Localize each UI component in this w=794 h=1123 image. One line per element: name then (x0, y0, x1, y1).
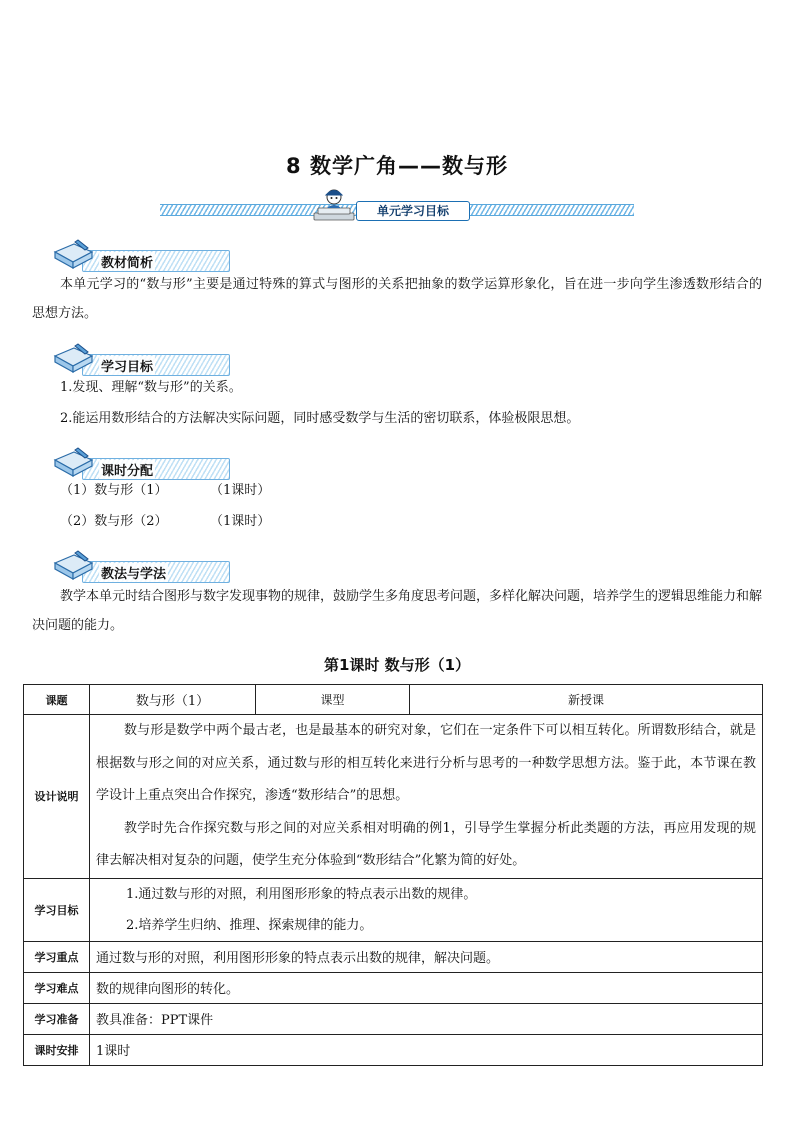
arrangement-value: 1课时 (90, 1034, 763, 1065)
methods-text: 教学本单元时结合图形与数字发现事物的规律，鼓励学生多角度思考问题，多样化解决问题，培养学生的逻辑思维能力和解决问题的能力。 (32, 589, 763, 633)
table-row (24, 941, 763, 972)
schedule-item-hours: （1课时） (210, 483, 271, 498)
design-paragraph: 教学时先合作探究数与形之间的对应关系相对明确的例1，引导学生掌握分析此类题的方法，再应用发现的规律去解决相对复杂的问题，使学生充分体验到“数形结合”化繁为简的好处。 (96, 820, 756, 868)
book-pencil-icon (52, 549, 98, 583)
section-heading-text: 学习目标 (99, 356, 155, 375)
book-pencil-icon (52, 238, 98, 272)
key-point-value: 通过数与形的对照，利用图形形象的特点表示出数的规律，解决问题。 (90, 941, 763, 972)
schedule-item-hours: （1课时） (210, 514, 271, 529)
difficulty-label: 学习难点 (24, 972, 90, 1003)
section-heading-schedule (52, 446, 192, 480)
goal-line: 1.通过数与形的对照，利用图形形象的特点表示出数的规律。 (126, 886, 477, 902)
topic-label: 课题 (24, 685, 90, 715)
arrangement-label: 课时安排 (24, 1034, 90, 1065)
section-tag (82, 561, 230, 583)
section-heading-methods (52, 549, 192, 583)
schedule-item-name: （2）数与形（2） (60, 514, 168, 529)
design-paragraph: 数与形是数学中两个最古老，也是最基本的研究对象，它们在一定条件下可以相互转化。所谓数形结合，就是根据数与形之间的对应关系，通过数与形的相互转化来进行分析与思考的一种数学思想方法。鉴于此，本节课在教学设计上重点突出合作探究，渗透“数形结合”的思想。 (96, 723, 756, 803)
key-point-label: 学习重点 (24, 941, 90, 972)
table-row (24, 1034, 763, 1065)
lesson-plan-table (23, 684, 763, 1066)
goals-label: 学习目标 (24, 878, 90, 941)
student-mascot-icon (310, 188, 358, 222)
table-row (24, 1003, 763, 1034)
textbook-analysis-text: 本单元学习的“数与形”主要是通过特殊的算式与图形的关系把抽象的数学运算形象化，旨在进一步向学生渗透数形结合的思想方法。 (32, 277, 762, 321)
section-heading-text: 课时分配 (99, 460, 155, 479)
lesson-title: 第1课时 数与形（1） (323, 656, 471, 674)
difficulty-value: 数的规律向图形的转化。 (90, 972, 763, 1003)
schedule-item-name: （1）数与形（1） (60, 483, 168, 498)
table-row (24, 715, 763, 879)
topic-value: 数与形（1） (90, 685, 256, 715)
book-pencil-icon (52, 446, 98, 480)
goal-item: 1.发现、理解“数与形”的关系。 (60, 380, 242, 395)
section-heading-text: 教法与学法 (99, 563, 168, 582)
unit-goals-label: 单元学习目标 (356, 201, 470, 221)
design-cell (90, 715, 763, 879)
preparation-label: 学习准备 (24, 1003, 90, 1034)
section-tag (82, 250, 230, 272)
design-label: 设计说明 (24, 715, 90, 879)
table-row (24, 685, 763, 715)
page-title: 8 数学广角——数与形 (286, 154, 508, 178)
type-label: 课型 (256, 685, 410, 715)
section-heading-goals (52, 342, 192, 376)
book-pencil-icon (52, 342, 98, 376)
type-value: 新授课 (410, 685, 763, 715)
unit-goals-banner (160, 188, 634, 224)
section-heading-textbook (52, 238, 192, 272)
table-row (24, 878, 763, 941)
goals-cell (90, 878, 763, 941)
goal-line: 2.培养学生归纳、推理、探索规律的能力。 (126, 917, 373, 933)
goal-item: 2.能运用数形结合的方法解决实际问题，同时感受数学与生活的密切联系，体验极限思想。 (60, 411, 580, 426)
section-tag (82, 458, 230, 480)
section-tag (82, 354, 230, 376)
preparation-value: 教具准备：PPT课件 (90, 1003, 763, 1034)
section-heading-text: 教材简析 (99, 252, 155, 271)
table-row (24, 972, 763, 1003)
